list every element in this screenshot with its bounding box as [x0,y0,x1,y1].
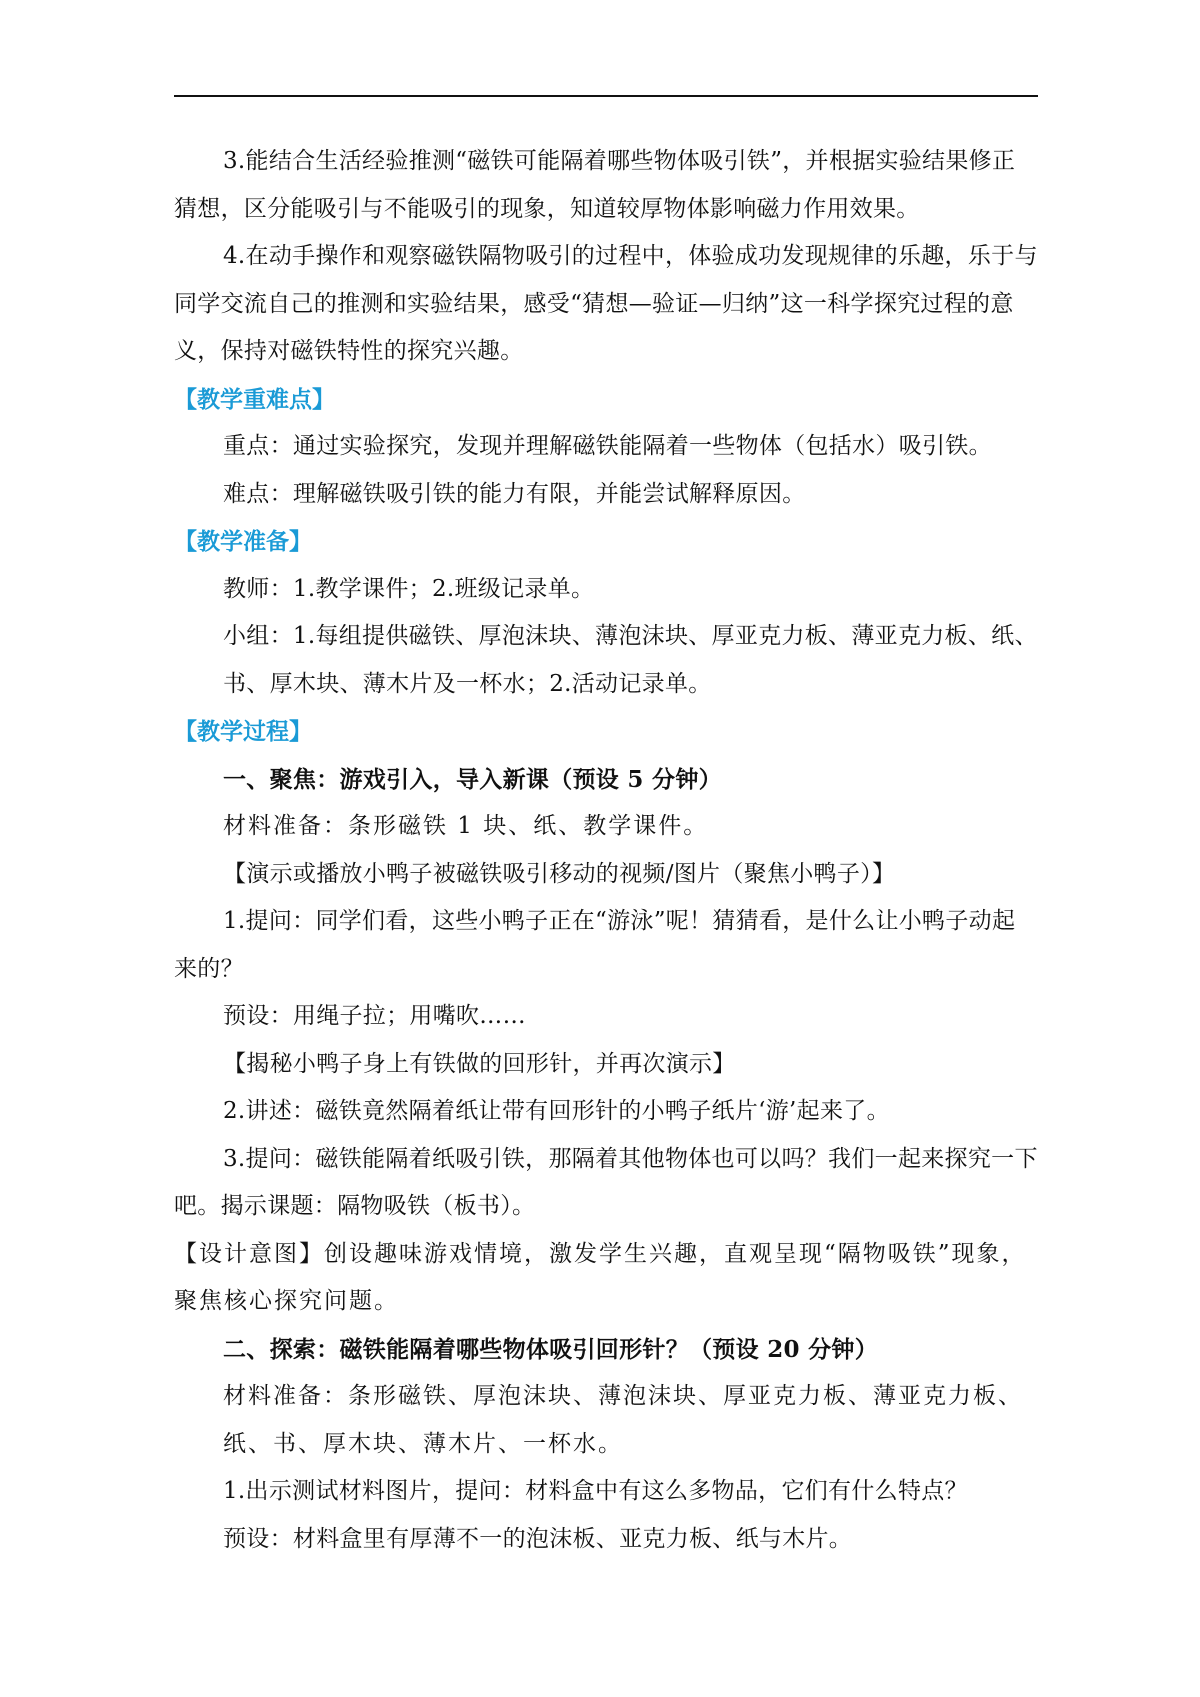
document-body [174,138,1038,1563]
section1-reveal: 【揭秘小鸭子身上有铁做的回形针，并再次演示】 [223,1050,736,1077]
section2-title: 二、探索：磁铁能隔着哪些物体吸引回形针？（预设 20 分钟） [223,1335,879,1363]
objective-3: 3.能结合生活经验推测“磁铁可能隔着哪些物体吸引铁”，并根据实验结果修正猜想，区分能吸引与不能吸引的现象，知道较厚物体影响磁力作用效果。 [174,148,1016,222]
section1-question-2: 2.讲述：磁铁竟然隔着纸让带有回形针的小鸭子纸片‘游’起来了。 [223,1098,890,1124]
key-points-heading: 【教学重难点】 [174,385,335,413]
section2-materials: 材料准备：条形磁铁、厚泡沫块、薄泡沫块、厚亚克力板、薄亚克力板、纸、书、厚木块、薄木片、一杯水。 [223,1383,1023,1457]
section1-demo: 【演示或播放小鸭子被磁铁吸引移动的视频/图片（聚焦小鸭子）】 [223,860,896,887]
section2-question-1: 1.出示测试材料图片，提问：材料盒中有这么多物品，它们有什么特点？ [223,1478,968,1504]
key-point-difficulty: 难点：理解磁铁吸引铁的能力有限，并能尝试解释原因。 [223,480,806,507]
preparation-heading: 【教学准备】 [174,528,312,555]
section1-question-1: 1.提问：同学们看，这些小鸭子正在“游泳”呢！猜猜看，是什么让小鸭子动起来的？ [174,908,1016,982]
key-point-focus: 重点：通过实验探究，发现并理解磁铁能隔着一些物体（包括水）吸引铁。 [223,433,992,459]
section2-preset-1: 预设：材料盒里有厚薄不一的泡沫板、亚克力板、纸与木片。 [223,1525,853,1552]
section1-materials: 材料准备：条形磁铁 1 块、纸、教学课件。 [223,813,709,839]
section1-design-intent: 【设计意图】创设趣味游戏情境，激发学生兴趣，直观呈现“隔物吸铁”现象，聚焦核心探究问题。 [174,1240,1027,1314]
objective-4: 4.在动手操作和观察磁铁隔物吸引的过程中，体验成功发现规律的乐趣，乐于与同学交流自己的推测和实验结果，感受“猜想—验证—归纳”这一科学探究过程的意义，保持对磁铁特性的探究兴趣。 [174,243,1038,364]
process-heading: 【教学过程】 [174,718,312,745]
preparation-teacher: 教师：1.教学课件；2.班级记录单。 [223,575,595,602]
section1-preset-1: 预设：用绳子拉；用嘴吹…… [223,1003,526,1029]
section1-question-3: 3.提问：磁铁能隔着纸吸引铁，那隔着其他物体也可以吗？我们一起来探究一下吧。揭示课题：隔物吸铁（板书）。 [174,1145,1038,1219]
preparation-group: 小组：1.每组提供磁铁、厚泡沫块、薄泡沫块、厚亚克力板、薄亚克力板、纸、书、厚木块、薄木片及一杯水；2.活动记录单。 [223,623,1038,697]
header-rule [174,95,1038,97]
section1-title: 一、聚焦：游戏引入，导入新课（预设 5 分钟） [223,765,722,793]
